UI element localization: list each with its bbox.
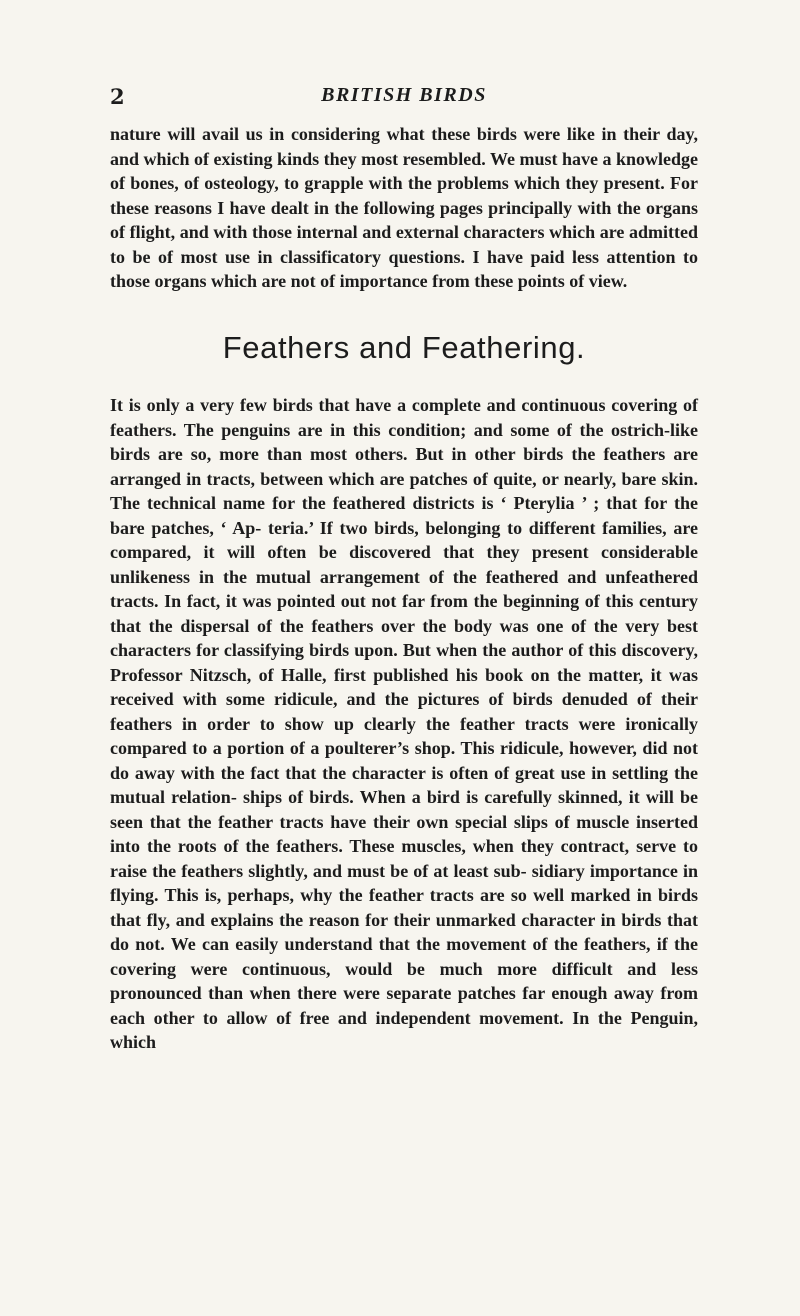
paragraph: nature will avail us in considering what these birds were like in their day, and which of existing kinds they most resembled. We must have a knowledge of bones, of osteology, to grapple with the problems which they present. For these reasons I have dealt in the following pages principally with the organs of flight, and with those internal and external characters which are admitted to be of most use in classificatory questions. I have paid less attention to those organs which are not of importance from these points of view.: [110, 124, 698, 291]
body-text-intro: [110, 122, 698, 294]
section-heading: Feathers and Feathering.: [222, 330, 586, 365]
body-text-feathers: [110, 393, 698, 1055]
running-head: [110, 84, 698, 114]
paragraph: It is only a very few birds that have a complete and continuous covering of feathers. The penguins are in this condition; and some of the ostrich-like birds are so, more than most others. But in other birds the feathers are arranged in tracts, between which are patches of quite, or nearly, bare skin. The technical name for the feathered districts is ‘ Pterylia ’ ; that for the bare patches, ‘ Ap- teria.’ If two birds, belonging to different families, are compared, it will often be discovered that they present considerable unlikeness in the mutual arrangement of the feathered and unfeathered tracts. In fact, it was pointed out not far from the beginning of this century that the dispersal of the feathers over the body was one of the very best characters for classifying birds upon. But when the author of this discovery, Professor Nitzsch, of Halle, first published his book on the matter, it was received with some ridicule, and the pictures of birds denuded of their feathers in order to show up clearly the feather tracts were ironically compared to a portion of a poulterer’s shop. This ridicule, however, did not do away with the fact that the character is often of great use in settling the mutual relation- ships of birds. When a bird is carefully skinned, it will be seen that the feather tracts have their own special slips of muscle inserted into the roots of the feathers. These muscles, when they contract, serve to raise the feathers slightly, and must be of at least sub- sidiary importance in flying. This is, perhaps, why the feather tracts are so well marked in birds that fly, and explains the reason for their unmarked character in birds that do not. We can easily understand that the movement of the feathers, if the covering were continuous, would be much more difficult and less pronounced than when there were separate patches far enough away from each other to allow of free and independent movement. In the Penguin, which: [110, 395, 698, 1052]
page-number: 2: [110, 84, 125, 109]
running-title: BRITISH BIRDS: [321, 84, 487, 106]
